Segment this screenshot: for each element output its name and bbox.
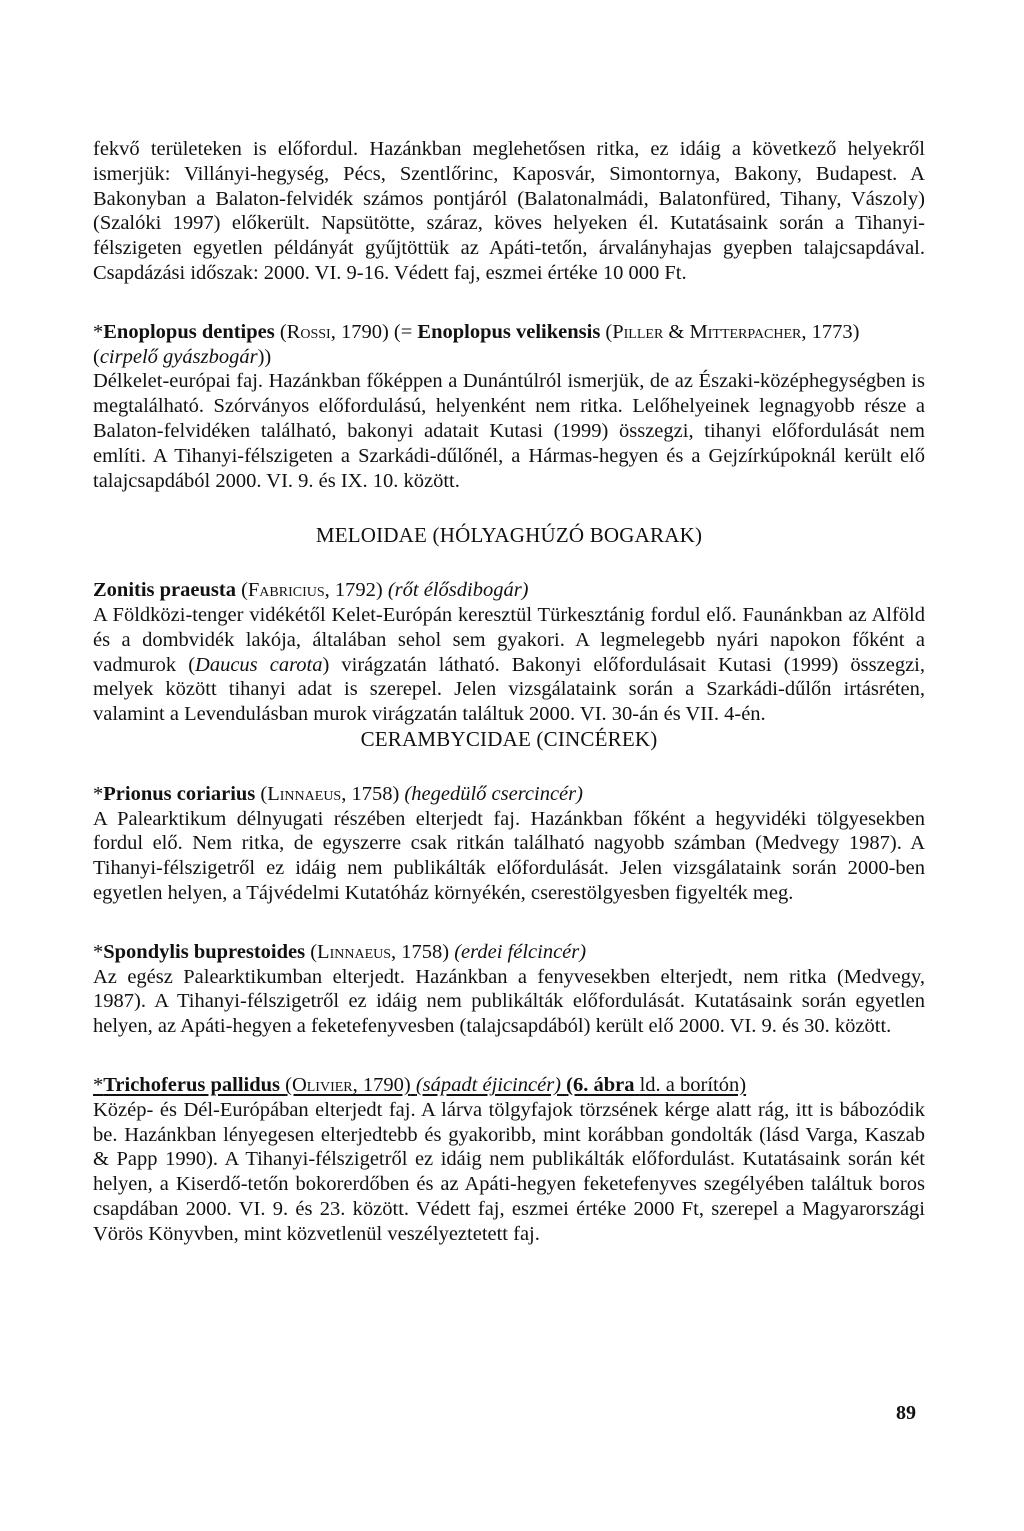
common-name: cirpelő gyászbogár [99,345,258,368]
description-part: A Földközi-tenger vidékétől Kelet-Európán keresztül Türkesztánig fordul elő. Faunánkban az Alföld és a dombvidék lakója, általában sehol sem gyakori. A legmelegebb nyári napokon főként a vadmurok ( [93,603,925,676]
species-entry-trichoferus [93,1073,925,1247]
species-heading [93,1073,925,1098]
species-name: Zonitis praeusta [93,579,236,602]
synonym-open: (= [393,320,413,343]
species-entry-spondylis [93,940,925,1039]
species-name: Enoplopus dentipes [103,320,275,343]
common-name: (sápadt éjicincér) [415,1073,562,1096]
common-name: (hegedülő csercincér) [404,782,583,805]
page-content [93,137,925,1246]
spacer [93,906,925,940]
synonym-name: Enoplopus velikensis [417,320,601,343]
plant-name: Daucus carota [195,653,323,676]
species-description: Közép- és Dél-Európában elterjedt faj. A lárva tölgyfajok törzsének kérge alatt rág, itt is bábozódik be. Hazánkban lényegesen elterjedtebb és gyakoribb, mint korábban gondolták (lásd Varga, Kaszab & Papp 1990). A Tihanyi-félszigetről ez idáig nem publikálták előfordulást. Kutatásaink során két helyen, a Kiserdő-tetőn bokorerdőben és az Apáti-hegyen feketefenyves szegélyében találtuk boros csapdában 2000. VI. 9. és 23. között. Védett faj, eszmei értéke 2000 Ft, szerepel a Magyarországi Vörös Könyvben, mint közvetlenül veszélyeztetett faj. [93,1098,925,1245]
species-name: Trichoferus pallidus [103,1073,280,1096]
species-entry-enoplopus [93,320,925,494]
species-heading [93,578,925,603]
common-close: )) [257,345,272,368]
page-number: 89 [896,1402,916,1424]
species-author: (Linnaeus, 1758) [310,940,450,963]
species-heading [93,940,925,965]
family-title-meloidae: MELOIDAE (HÓLYAGHÚZÓ BOGARAK) [315,523,703,548]
species-entry-zonitis [93,578,925,727]
species-name: Prionus coriarius [103,782,256,805]
species-author: (Fabricius, 1792) [241,579,383,602]
family-title-cerambycidae: CERAMBYCIDAE (CINCÉREK) [360,726,658,751]
spacer [93,1039,925,1073]
common-name: (rőt élősdibogár) [387,579,529,602]
figure-reference-rest: ld. a borítón) [639,1073,747,1096]
species-heading [93,320,925,370]
species-description [93,603,925,727]
species-description: Délkelet-európai faj. Hazánkban főképpen a Dunántúlról ismerjük, de az Északi-középhegységben is megtalálható. Szórványos előfordulású, helyenként nem ritka. Lelőhelyeinek legnagyobb része a Balaton-felvidéken található, bakonyi adatait Kutasi (1999) összegzi, tihanyi előfordulását nem említi. A Tihanyi-félszigeten a Szarkádi-dűlőnél, a Hármas-hegyen és a Gejzírkúpoknál került elő talajcsapdából 2000. VI. 9. és IX. 10. között. [93,370,925,492]
common-open: ( [93,345,100,368]
species-description: Az egész Palearktikumban elterjedt. Hazánkban a fenyvesekben elterjedt, nem ritka (Medvegy, 1987). A Tihanyi-félszigetről ez idáig nem publikálták előfordulását. Kutatásaink során egyetlen helyen, az Apáti-hegyen a feketefenyvesben (talajcsapdából) került elő 2000. VI. 9. és 30. között. [93,965,925,1038]
synonym-author: (Piller & Mitterpacher, 1773) [605,320,860,343]
protected-mark: * [93,782,104,805]
figure-reference: (6. ábra [566,1073,635,1096]
intro-paragraph: fekvő területeken is előfordul. Hazánkban meglehetősen ritka, ez idáig a következő helyekről ismerjük: Villányi-hegység, Pécs, Szentlőrinc, Kaposvár, Simontornya, Bakony, Budapest. A Bakonyban a Balaton-felvidék számos pontjáról (Balatonalmádi, Balatonfüred, Tihany, Vászoly) (Szalóki 1997) előkerült. Napsütötte, száraz, köves helyeken él. Kutatásaink során a Tihanyi-félszigeten egyetlen példányát gyűjtöttük az Apáti-tetőn, árvalányhajas gyepben talajcsapdával. Csapdázási időszak: 2000. VI. 9-16. Védett faj, eszmei értéke 10 000 Ft. [93,138,925,284]
species-name: Spondylis buprestoides [103,940,306,963]
spacer [93,493,925,523]
common-name: (erdei félcincér) [454,940,587,963]
protected-mark: * [93,1073,104,1096]
spacer [93,548,925,578]
species-author: (Olivier, 1790) [285,1073,411,1096]
species-entry-prionus [93,782,925,906]
species-author: (Linnaeus, 1758) [260,782,400,805]
spacer [93,286,925,320]
description-part: ) virágzatán látható. Bakonyi előfordulásait Kutasi (1999) összegzi, melyek között tihanyi adat is szerepel. Jelen vizsgálataink során a Szarkádi-dűlőn irtásréten, valamint a Levendulásban murok virágzatán találtuk 2000. VI. 30-án és VII. 4-én. [93,653,925,726]
species-description: A Palearktikum délnyugati részében elterjedt faj. Hazánkban főként a hegyvidéki tölgyesekben fordul elő. Nem ritka, de egyszerre csak ritkán található nagyobb számban (Medvegy 1987). A Tihanyi-félszigetről ez idáig nem publikálták előfordulását. Jelen vizsgálataink során 2000-ben egyetlen helyen, a Tájvédelmi Kutatóház környékén, cserestölgyesben figyelték meg. [93,807,925,904]
protected-mark: * [93,940,104,963]
species-heading [93,782,925,807]
spacer [93,752,925,782]
species-author: (Rossi, 1790) [279,320,389,343]
protected-mark: * [93,320,104,343]
